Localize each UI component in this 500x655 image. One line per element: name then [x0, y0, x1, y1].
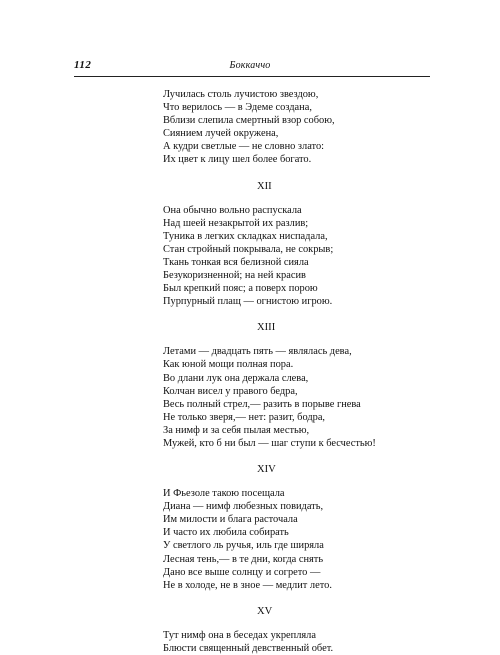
verse-line: Летами — двадцать пять — являлась дева,: [163, 346, 352, 358]
verse-line: Лучилась столь лучистою звездою,: [163, 89, 319, 100]
verse-line: Колчан висел у правого бедра,: [163, 385, 298, 397]
verse-line: Сиянием лучей окружена,: [163, 128, 279, 140]
verse-line: За нимф и за себя пылая местью,: [163, 424, 310, 436]
verse-line: И Фьезоле такою посещала: [163, 488, 285, 500]
stanza-heading: XIII: [257, 322, 276, 334]
verse-line: Диана — нимф любезных повидать,: [163, 501, 324, 513]
verse-line: Как юной мощи полная пора.: [163, 359, 294, 371]
running-head: Боккаччо: [229, 60, 271, 71]
verse-line: Им милости и блага расточала: [163, 514, 298, 526]
stanza: [163, 629, 443, 655]
verse-line: Был крепкий пояс; а поверх порою: [163, 283, 318, 295]
verse-line: Лесная тень,— в те дни, когда снять: [163, 553, 324, 565]
stanza: [163, 88, 443, 167]
verse-line: Тут нимф она в беседах укрепляла: [163, 629, 316, 641]
verse-line: У светлого ль ручья, иль где ширяла: [163, 540, 324, 552]
verse-line: Их цвет к лицу шел более богато.: [163, 154, 312, 166]
stanza-heading: XII: [257, 180, 272, 192]
header-rule: [74, 76, 430, 77]
stanza: [163, 487, 443, 592]
verse-line: И часто их любила собирать: [163, 527, 289, 539]
verse-line: Мужей, кто б ни был — шаг ступи к бесчестью!: [163, 437, 376, 449]
stanza: [163, 204, 443, 309]
verse-line: Весь полный стрел,— разить в порыве гнева: [163, 398, 361, 410]
stanza-heading: XIV: [257, 464, 276, 476]
verse-line: Вблизи слепила смертный взор собою,: [163, 115, 335, 127]
verse-line: Ткань тонкая вся белизной сияла: [163, 256, 309, 268]
poem-body: [163, 88, 443, 655]
verse-line: Не только зверя,— нет: разит, бодра,: [163, 411, 326, 423]
verse-line: Она обычно вольно распускала: [163, 204, 302, 216]
verse-line: А кудри светлые — не словно злато:: [163, 141, 325, 153]
verse-line: Не в холоде, не в зное — медлит лето.: [163, 579, 332, 591]
verse-line: Во длани лук она держала слева,: [163, 372, 309, 384]
stanza: [163, 345, 443, 450]
verse-line: Дано все выше солнцу и согрето —: [163, 566, 321, 578]
page-number: 112: [74, 59, 92, 71]
verse-line: Туника в легких складках ниспадала,: [163, 230, 328, 242]
verse-line: Над шеей незакрытой их разлив;: [163, 217, 309, 229]
verse-line: Стан стройный покрывала, не сокрыв;: [163, 243, 334, 255]
stanza-heading: XV: [257, 605, 273, 617]
verse-line: Блюсти священный девственный обет.: [163, 642, 334, 654]
verse-line: Пурпурный плащ — огнистою игрою.: [163, 296, 333, 308]
verse-line: Безукоризненной; на ней красив: [163, 270, 306, 282]
verse-line: Что верилось — в Эдеме создана,: [163, 102, 312, 114]
